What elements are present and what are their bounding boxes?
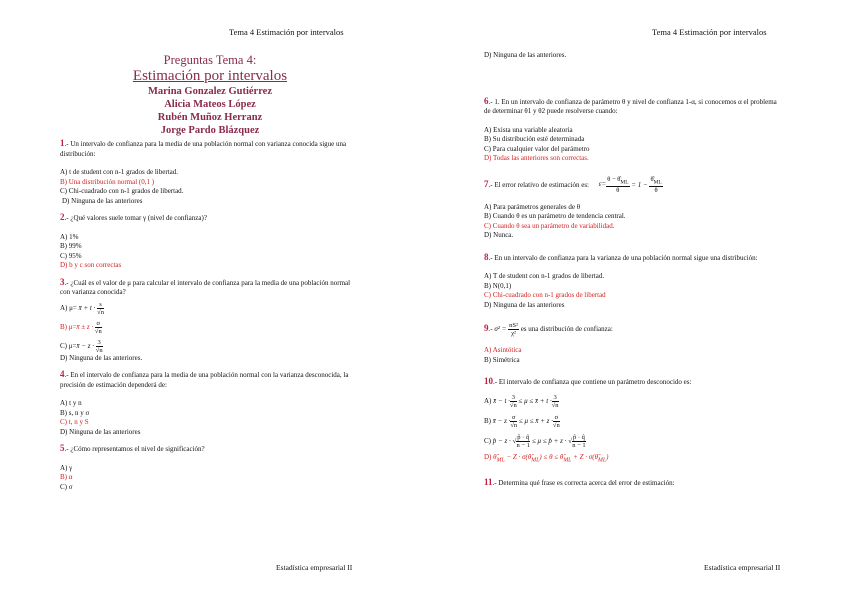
option: D) Ninguna de las anteriores. [60,353,143,362]
option: A) Para parámetros generales de θ [484,202,581,211]
question-number: 9 [484,323,489,334]
carry-over-option: D) Ninguna de las anteriores. [484,51,567,59]
question-5 [60,444,360,492]
option-correct: B) μ=x̄ ± z · $\frac{\sigma}{√n}$ [60,319,102,335]
option-correct: C) Chi-cuadrado con n-1 grados de libertad [484,291,606,300]
question-text: .- En un intervalo de confianza para la varianza de una población normal sigue una distribución: [488,253,758,262]
option: D) Nunca. [484,231,514,240]
question-text: .- Determina qué frase es correcta acerca del error de estimación: [492,478,675,487]
doc-title: Preguntas Tema 4: [163,53,257,67]
question-number: 7 [484,178,489,189]
option: B) Cuando θ es un parámetro de tendencia central. [484,212,626,221]
option: D) Ninguna de las anteriores [60,427,141,436]
option-correct: B) Una distribución normal (0,1 ) [60,177,155,186]
question-number: 6 [484,95,489,106]
question-text: .- ¿Cómo representamos el nivel de significación? [64,445,205,453]
question-8 [484,253,784,311]
option: A) Exista una variable aleatoria [484,125,573,134]
option: B) x̄ − z · $\frac{\sigma}{√n}$ ≤ μ ≤ x̄ + z · $\frac{\sigma}{√n}$ [484,413,560,429]
question-2 [60,213,360,271]
author: Jorge Pardo Blázquez [160,125,260,136]
option-correct: C) t, n y S [60,418,89,426]
question-number: 11 [484,476,493,487]
question-9: 9.- σ² = $\frac{\text{nS²}}{\text{χ²}}$ es una distribución de confianza: A) Asintótica B) Simétrica [484,322,784,365]
question-text: .- ¿Cuál es el valor de μ para calcular el intervalo de confianza para la media de una población normal con varianza conocida? [60,278,351,296]
option: C) μ=x̄ − z · $\frac{3}{√n}$ [60,338,103,354]
relative-error-formula: ε= [598,180,607,189]
question-11 [484,478,784,489]
option: A) γ [60,463,73,472]
option: B) Simétrica [484,355,520,364]
option: A) t y n [60,399,82,407]
page-footer-right: Estadística empresarial II [704,563,781,572]
option-correct: C) Cuando θ sea un parámetro de variabilidad. [484,221,615,230]
page-header-right: Tema 4 Estimación por intervalos [652,27,767,37]
question-number: 2 [60,212,65,222]
option-correct: D) b y c son correctas [60,261,122,269]
option: D) Ninguna de las anteriores [62,196,143,205]
question-number: 4 [60,369,65,379]
option: B) 99% [60,242,82,250]
question-text: .- 1. En un intervalo de confianza de parámetro θ y nivel de confianza 1-α, si conocemos α el problema de determinar θ1 y θ2 puede resolverse cuando: [484,97,777,115]
question-6 [484,97,784,164]
option: C) Chi-cuadrado con n-1 grados de libertad. [60,187,184,195]
option: C) p̂ − z · √ $\frac{p̂ \cdot q̂}{n - 1}$ ≤ μ ≤ p̂ + z · √ $\frac{p̂ \cdot q̂}{n - 1}$ [484,433,586,449]
question-text: .- ¿Qué valores suele tomar γ (nivel de confianza)? [64,214,207,222]
option-correct: D) $\thetâ_{ML} - Z$ · $\sigma(\thetâ_{ML}) \le \theta$ ≤ $\thetâ_{ML} + Z$ · $\sigma(\thetâ_{ML})$ [484,452,609,464]
page-footer-left: Estadística empresarial II [276,563,353,572]
option: C) Para cualquier valor del parámetro [484,144,590,153]
question-number: 10 [484,376,493,387]
option: A) T de student con n-1 grados de libertad. [484,272,605,281]
question-number: 3 [60,276,65,287]
question-text: .- En el intervalo de confianza para la media de una población normal con la varianza desconocida, la precisión de estimación dependerá de: [60,371,349,389]
option-correct: A) Asintótica [484,346,522,355]
left-column [60,47,360,492]
option-correct: B) α [60,473,73,481]
question-number: 8 [484,251,489,262]
option-correct: D) Todas las anteriores son correctas. [484,154,589,162]
option: B) s, n y σ [60,408,90,417]
chi-formula: .- σ² = [488,325,509,334]
question-1 [60,139,360,206]
option: D) Ninguna de las anteriores [484,300,565,309]
author: Marina Gonzalez Gutiérrez [147,86,273,97]
question-text: .- Un intervalo de confianza para la media de una población normal con varianza conocida sigue una distribución: [60,140,347,158]
option: B) Su distribución esté determinada [484,135,585,143]
option: C) 95% [60,251,82,260]
page-header-left: Tema 4 Estimación por intervalos [229,27,344,37]
question-4 [60,370,360,437]
question-number: 1 [60,138,65,148]
question-text: .- El error relativo de estimación es: [488,180,589,189]
question-number: 5 [60,443,65,453]
option: A) μ= x̄ + t · $\frac{s}{√n}$ [60,300,104,316]
option: A) t de student con n-1 grados de libertad. [60,168,178,176]
author: Alicia Mateos López [164,99,256,110]
question-3 [60,278,360,364]
question-10 [484,377,784,465]
question-text: es una distribución de confianza: [520,325,613,334]
question-7: 7.- El error relativo de estimación es: ε= $\frac{\theta - \thetâ_{ML}}{\theta}$ = 1 − $\frac{\thetâ_{ML}}{\theta}$ A) Para parámetros generales de θ B) Cuando θ es un parámetro de tendencia central. C) Cuando θ sea un parámetro de variabilidad. D) Nunca. [484,176,784,241]
doc-subtitle: Estimación por intervalos [132,68,288,84]
option: B) N(0,1) [484,281,512,290]
right-column [484,47,784,488]
question-text: .- El intervalo de confianza que contiene un parámetro desconocido es: [493,378,692,387]
author: Rubén Muñoz Herranz [157,112,263,123]
option: A) 1% [60,232,79,241]
option: C) σ [60,482,73,491]
option: A) x̄ − t · $\frac{3}{√n}$ ≤ μ ≤ x̄ + t · $\frac{3}{√n}$ [484,393,559,409]
